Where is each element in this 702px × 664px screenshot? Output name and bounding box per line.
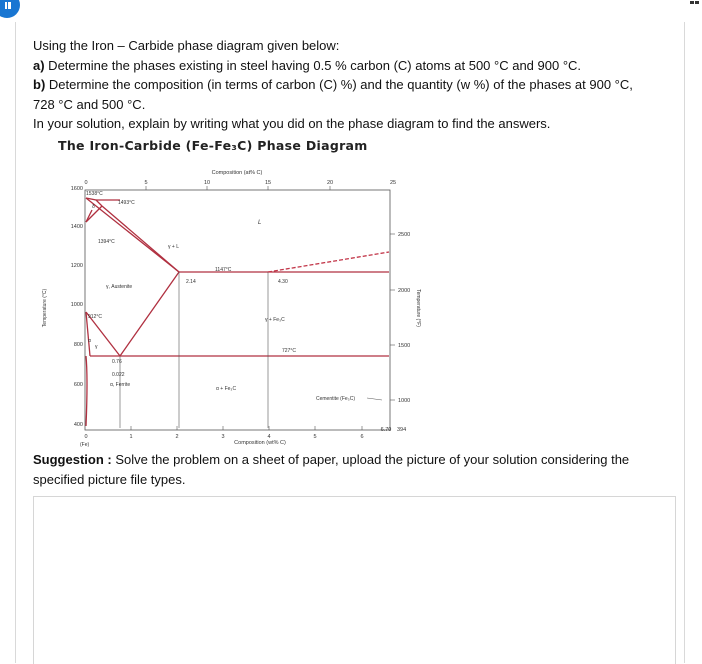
left-tick: 1600 [70, 186, 83, 192]
bottom-tick: 0 [84, 434, 88, 440]
right-tick: 2000 [398, 288, 411, 294]
left-tick: 1400 [70, 224, 83, 230]
left-tick: 1200 [70, 263, 83, 269]
label-727: 727°C [282, 348, 296, 354]
left-tick: 600 [73, 382, 83, 388]
label-1493: 1493°C [118, 200, 135, 206]
right-tick: 394 [397, 427, 407, 433]
question-part-a [33, 56, 673, 76]
apps-grid-icon[interactable] [690, 0, 702, 10]
bottom-tick: 4 [267, 434, 271, 440]
bottom-ticks [84, 426, 391, 440]
right-axis-label: Temperature (°F) [415, 289, 421, 327]
left-tick: 800 [73, 342, 83, 348]
suggestion-text [33, 450, 673, 489]
label-076: 0.76 [112, 359, 122, 365]
label-1147: 1147°C [215, 267, 232, 273]
top-tick: 0 [84, 180, 88, 186]
label-cementite: Cementite (Fe₃C) [316, 396, 355, 402]
top-tick: 10 [203, 180, 211, 186]
top-ticks [84, 180, 396, 190]
top-tick: 5 [144, 180, 148, 186]
label-austenite: γ, Austenite [106, 284, 133, 290]
bottom-axis-label: Composition (wt% C) [234, 440, 286, 446]
question-instruction: In your solution, explain by writing what you did on the phase diagram to find the answers. [33, 116, 551, 131]
panel-border-right [684, 22, 685, 663]
top-tick: 25 [389, 180, 397, 186]
liquidus-left [86, 198, 179, 272]
left-axis-label: Temperature (°C) [42, 288, 48, 328]
answer-upload-area[interactable] [33, 496, 676, 664]
right-tick: 1500 [398, 343, 411, 349]
phase-diagram [40, 138, 421, 448]
ferrite-solvus [86, 356, 87, 426]
bottom-tick: 6.70 [380, 427, 392, 433]
label-liquid: L [258, 220, 262, 226]
label-430: 4.30 [278, 279, 288, 285]
bottom-tick: 2 [175, 434, 179, 440]
phase-diagram-figure [40, 138, 421, 448]
top-axis-label: Composition (at% C) [211, 170, 263, 176]
label-ferrite: α, Ferrite [110, 382, 131, 388]
right-ticks [390, 232, 410, 433]
part-b-label: b) [33, 77, 46, 92]
bottom-tick: 1 [129, 434, 133, 440]
question-part-b-continued: 728 °C and 500 °C. [33, 96, 146, 112]
question-text [33, 36, 673, 134]
bottom-tick: 6 [360, 434, 364, 440]
label-gamma-liquid: γ + L [168, 244, 179, 250]
part-a-text: Determine the phases existing in steel having 0.5 % carbon (C) atoms at 500 °C and 900 °C. [44, 57, 582, 73]
bottom-sub-label: (Fe) [80, 442, 90, 448]
bottom-tick: 3 [221, 434, 225, 440]
suggestion-body: Solve the problem on a sheet of paper, upload the picture of your solution considering the [111, 452, 630, 467]
top-tick: 20 [326, 180, 334, 186]
label-0022: 0.022 [112, 372, 125, 378]
label-delta: δ [92, 204, 95, 210]
part-b-text: Determine the composition (in terms of carbon (C) %) and the quantity (w %) of the phases at 900 °C, [45, 77, 633, 92]
phase-boundaries [86, 198, 389, 428]
left-tick: 1000 [70, 302, 83, 308]
left-tick: 400 [73, 422, 83, 428]
label-214: 2.14 [186, 279, 196, 285]
diagram-title: The Iron-Carbide (Fe-Fe₃C) Phase Diagram [58, 138, 368, 153]
label-1394: 1394°C [98, 239, 115, 245]
label-912: 912°C [88, 314, 102, 320]
bottom-tick: 5 [313, 434, 317, 440]
suggestion-body-continued: specified picture file types. [33, 471, 186, 487]
diagram-frame [85, 190, 390, 430]
question-part-b [33, 75, 673, 95]
menu-button[interactable] [0, 0, 20, 18]
label-alpha: α [88, 338, 91, 344]
label-gamma-fe3c: γ + Fe₃C [265, 317, 285, 323]
label-alpha-fe3c: α + Fe₃C [216, 386, 237, 392]
top-tick: 15 [264, 180, 272, 186]
suggestion-label: Suggestion : [33, 452, 112, 467]
label-gamma: γ [95, 344, 98, 350]
right-tick: 2500 [398, 232, 411, 238]
top-bar [0, 0, 700, 28]
left-ticks [71, 186, 83, 428]
panel-border-left [15, 22, 16, 663]
right-tick: 1000 [398, 398, 411, 404]
menu-icon [5, 2, 11, 9]
question-intro: Using the Iron – Carbide phase diagram given below: [33, 38, 340, 53]
part-a-label: a) [33, 57, 45, 73]
label-1538: 1538°C [86, 191, 103, 197]
liquidus-right [268, 252, 389, 272]
